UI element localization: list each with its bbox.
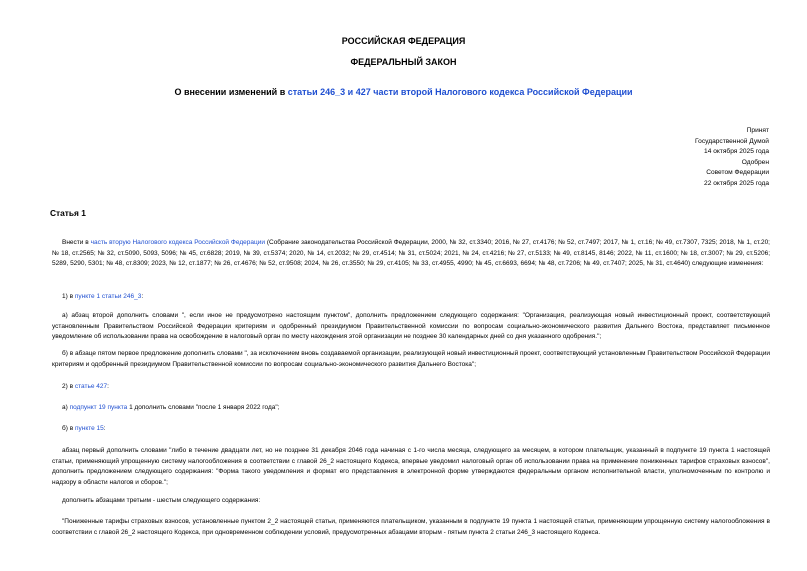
article-intro (52, 238, 770, 270)
law-title-prefix: О внесении изменений в (174, 87, 288, 97)
paragraph-reduced-rates: "Пониженные тарифы страховых взносов, установленные пунктом 2_2 настоящей статьи, применяются плательщиком, указанным в подпункте 19 пункта 1 настоящей статьи, применяющим упрощенную систему налогообложения в соответствии с главой 26_2 настоящего Кодекса, при одновременном соблюдении условий, предусмотренных абзацами вторым - пятым пункта 2 статьи 246_3 настоящего Кодекса. (52, 518, 770, 536)
intro-text-b: (Собрание законодательства Российской Федерации, 2000, № 32, ст.3340; 2016, № 27, ст.4176; № 52, ст.7497; 2017, № 1, ст.16; № 49, ст.7307, 7325; 2018, № 1, ст.20; № 18, ст.2565; № 32, ст.5090, 5093, 5096; № 45, ст.6828; 2019, № 39, ст.5374; 2020, № 14, ст.2032; № 29, ст.4514; № 31, ст.5024; 2021, № 24, ст.4216; № 27, ст.5133; № 49, ст.8145, 8146; 2022, № 11, ст.1600; № 18, ст.3007; № 29, ст.5206; 5289, 5290, 5301; № 48, ст.8309; 2023, № 12, ст.1877; № 26, ст.4676; № 52, ст.9508; 2024, № 26, ст.3550; № 29, ст.4105; № 33, ст.4955, 4990; № 45, ст.6693, 6694; № 48, ст.7206; № 49, ст.7407; 2025, № 31, ст.4640) следующие изменения: (52, 239, 770, 267)
item-2b (52, 424, 770, 435)
law-type-heading: ФЕДЕРАЛЬНЫЙ ЗАКОН (350, 57, 457, 67)
adoption-block (569, 126, 769, 189)
paragraph-amend-first: абзац первый дополнить словами "либо в течение двадцати лет, но не позднее 31 декабря 2046 года начиная с 1-го числа месяца, следующего за месяцем, в котором плательщик, указанный в подпункте 19 пункта 1 настоящей статьи, применяющий упрощенную систему налогообложения в соответствии с главой 26_2 настоящего Кодекса, впервые уведомил налоговый орган об использовании права на применение пониженных тарифов страховых взносов", дополнить предложением следующего содержания: "Форма такого уведомления и формат его представления в электронной форме утверждаются федеральным органом исполнительной власти, уполномоченным по контролю и надзору в области налогов и сборов."; (52, 447, 770, 486)
adoption-line: 22 октября 2025 года (704, 179, 769, 187)
paragraph-add-third-sixth: дополнить абзацами третьим - шестым следующего содержания: (62, 497, 261, 504)
intro-code-link[interactable]: часть вторую Налогового кодекса Российской Федерации (90, 239, 265, 246)
federation-heading: РОССИЙСКАЯ ФЕДЕРАЦИЯ (341, 36, 466, 46)
item-1b: б) в абзаце пятом первое предложение дополнить словами ", за исключением вновь создаваемой организации, реализующей новый инвестиционный проект, соответствующий установленным Правительством Российской Федерации критериям и одобренный президиумом Правительственной комиссии по вопросам социально-экономического развития Дальнего Востока"; (52, 350, 770, 368)
adoption-line: 14 октября 2025 года (704, 148, 769, 155)
article-title: Статья 1 (50, 208, 86, 218)
adoption-line: Советом Федерации (706, 169, 769, 176)
item-2b-link[interactable]: пункте 15 (74, 425, 104, 432)
adoption-line: Принят (746, 127, 769, 134)
item-2b-suffix: : (103, 425, 106, 432)
law-title (0, 87, 807, 98)
adoption-line: Одобрен (741, 158, 769, 166)
item-1-prefix: 1) в (62, 293, 75, 300)
item-1 (52, 292, 770, 303)
intro-text-a: Внести в (62, 239, 91, 246)
item-2-suffix: : (107, 383, 109, 390)
item-2b-prefix: б) в (62, 425, 75, 432)
law-title-link[interactable]: статьи 246_3 и 427 части второй Налогового кодекса Российской Федерации (287, 87, 633, 97)
item-2-prefix: 2) в (62, 383, 75, 390)
item-2-link[interactable]: статье 427 (74, 383, 108, 390)
item-2a-suffix: 1 дополнить словами "после 1 января 2022 года"; (127, 404, 280, 411)
item-2 (52, 382, 770, 393)
item-2a (52, 403, 770, 414)
adoption-line: Государственной Думой (695, 137, 769, 145)
item-2a-link[interactable]: подпункт 19 пункта (69, 404, 128, 411)
item-1-link[interactable]: пункте 1 статьи 246_3 (74, 293, 142, 300)
item-1-suffix: : (141, 293, 144, 300)
item-1a: а) абзац второй дополнить словами ", если иное не предусмотрено настоящим пунктом", дополнить предложением следующего содержания: "Организация, реализующая новый инвестиционный проект, соответствующий установленным Правительством Российской Федерации критериям и одобренный президиумом Правительственной комиссии по вопросам социально-экономического развития Дальнего Востока, представляет письменное уведомление об использовании права на освобождение в налоговый орган по месту нахождения этой организации не позднее 30 календарных дней со дня указанного одобрения."; (52, 312, 770, 340)
item-2a-prefix: а) (62, 404, 70, 411)
